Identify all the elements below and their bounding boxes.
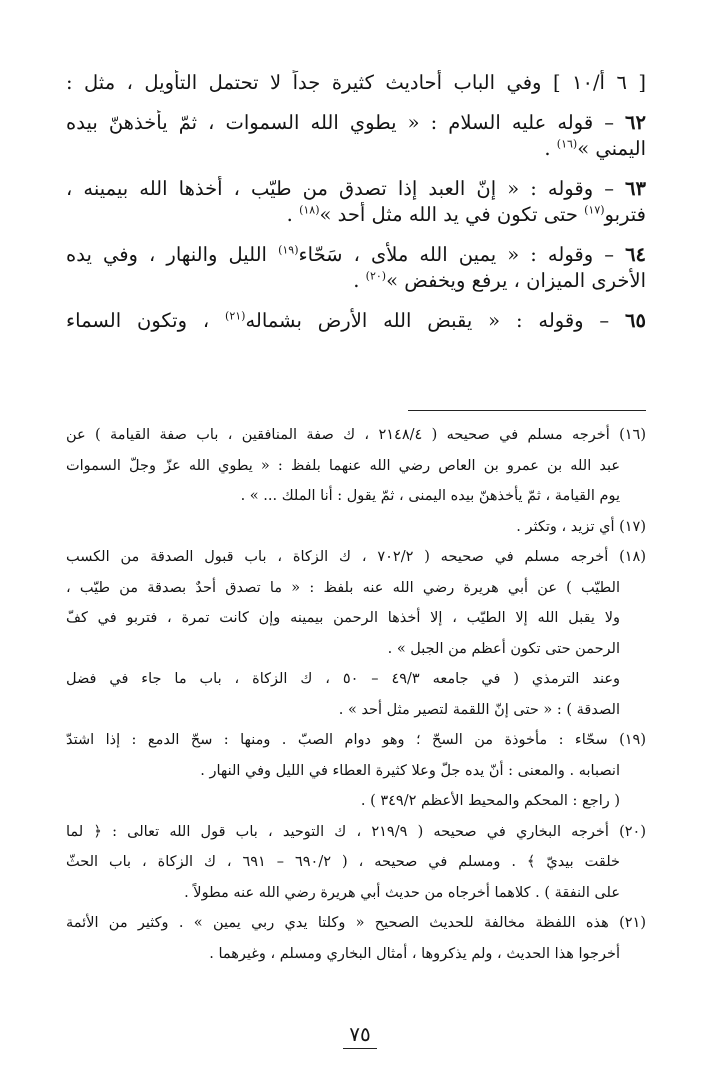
hadith-number: ٦٤ <box>625 243 646 266</box>
footnote-line: (٢١) هذه اللفظة مخالفة للحديث الصحيح « وكلتا يدي ربي يمين » . وكثير من الأئمة <box>66 915 646 931</box>
hadith-text: ، وتكون السماء <box>66 309 210 332</box>
footnote-16 <box>66 420 646 512</box>
hadith-text: الليل والنهار ، وفي يده <box>66 243 267 266</box>
main-text <box>66 70 646 334</box>
hadith-62 <box>66 110 646 162</box>
footnote-line: يوم القيامة ، ثمّ يأخذهنّ بيده اليمنى ، ثمّ يقول : أنا الملك ... » . <box>240 488 620 504</box>
intro-line: [ ٦ أ/١٠ ] وفي الباب أحاديث كثيرة جداً لا تحتمل التأويل ، مثل : <box>66 71 646 94</box>
hadith-63 <box>66 176 646 228</box>
footnote-19 <box>66 725 646 817</box>
footnote-ref: (١٩) <box>278 243 299 257</box>
footnote-divider <box>408 410 646 411</box>
hadith-text: حتى تكون في يد الله مثل أحد » <box>319 203 578 226</box>
hadith-text: . <box>286 203 293 226</box>
footnote-line: انصبابه . والمعنى : أنّ يده جلّ وعلا كثيرة العطاء في الليل وفي النهار . <box>200 762 620 779</box>
footnote-line: أخرجوا هذا الحديث ، ولم يذكروها ، أمثال البخاري ومسلم ، وغيرهما . <box>209 945 620 962</box>
footnote-line: (١٦) أخرجه مسلم في صحيحه ( ٢١٤٨/٤ ، ك صفة المنافقين ، باب صفة القيامة ) عن <box>66 427 646 443</box>
footnote-line: خلقت بيديّ ﴾ . ومسلم في صحيحه ، ( ٦٩٠/٢ – ٦٩١ ، ك الزكاة ، باب الحثّ <box>66 854 620 870</box>
footnote-line: ( راجع : المحكم والمحيط الأعظم ٣٤٩/٢ ) . <box>360 793 620 809</box>
hadith-text: فتربو <box>604 203 646 226</box>
page-number <box>0 1022 720 1049</box>
hadith-text: . <box>353 269 360 292</box>
footnote-line: الصدقة ) : « حتى إنّ اللقمة لتصير مثل أحد » . <box>338 701 620 718</box>
footnote-ref: (١٦) <box>556 137 578 151</box>
page-number-label: ٧٥ <box>343 1022 376 1049</box>
footnote-line: (١٩) سحّاء : مأخوذة من السحّ ؛ وهو دوام الصبّ . ومنها : سحّ الدمع : إذا اشتدّ <box>66 732 646 748</box>
footnote-21 <box>66 908 646 969</box>
footnote-17 <box>66 512 646 543</box>
hadith-text: . <box>544 137 551 160</box>
hadith-text: – قوله عليه السلام : « يطوي الله السموات ، ثمّ يأخذهنّ بيده <box>66 111 614 134</box>
hadith-number: ٦٣ <box>625 177 646 200</box>
footnote-line: (١٧) أي تزيد ، وتكثر . <box>516 518 646 535</box>
footnote-line: الرحمن حتى تكون أعظم من الجبل » . <box>387 640 620 657</box>
hadith-text: – وقوله : « يمين الله ملأى ، سَحّاء <box>298 243 614 266</box>
hadith-number: ٦٥ <box>625 309 646 332</box>
footnote-20 <box>66 817 646 909</box>
hadith-text: اليمني » <box>577 137 646 160</box>
footnotes <box>66 420 646 969</box>
footnote-line: (١٨) أخرجه مسلم في صحيحه ( ٧٠٢/٢ ، ك الزكاة ، باب قبول الصدقة من الكسب <box>66 549 646 565</box>
hadith-text: الأخرى الميزان ، يرفع ويخفض » <box>386 269 646 292</box>
footnote-ref: (١٨) <box>299 203 320 217</box>
footnote-ref: (١٧) <box>584 203 605 217</box>
footnote-ref: (٢١) <box>225 309 246 323</box>
footnote-line: على النفقة ) . كلاهما أخرجاه من حديث أبي هريرة رضي الله عنه مطولاً . <box>184 884 620 901</box>
hadith-text: – وقوله : « يقبض الله الأرض بشماله <box>245 309 610 332</box>
footnote-18 <box>66 542 646 725</box>
hadith-number: ٦٢ <box>625 111 646 134</box>
footnote-line: الطيّب ) عن أبي هريرة رضي الله عنه بلفظ : « ما تصدق أحدٌ بصدقة من طيّب ، <box>66 579 620 596</box>
footnote-line: ولا يقبل الله إلا الطيّب ، إلا أخذها الرحمن بيمينه وإن كانت تمرة ، فتربو في كفّ <box>66 610 620 626</box>
hadith-64 <box>66 242 646 294</box>
footnote-line: وعند الترمذي ( في جامعه ٤٩/٣ – ٥٠ ، ك الزكاة ، باب ما جاء في فضل <box>66 671 621 687</box>
footnote-line: عبد الله بن عمرو بن العاص رضي الله عنهما بلفظ : « يطوي الله عزّ وجلّ السموات <box>66 457 620 474</box>
footnote-ref: (٢٠) <box>365 269 387 283</box>
hadith-65 <box>66 308 646 334</box>
hadith-text: – وقوله : « إنّ العبد إذا تصدق من طيّب ، أخذها الله بيمينه ، <box>66 177 614 200</box>
footnote-line: (٢٠) أخرجه البخاري في صحيحه ( ٢١٩/٩ ، ك التوحيد ، باب قول الله تعالى : ﴿ لما <box>66 823 646 840</box>
